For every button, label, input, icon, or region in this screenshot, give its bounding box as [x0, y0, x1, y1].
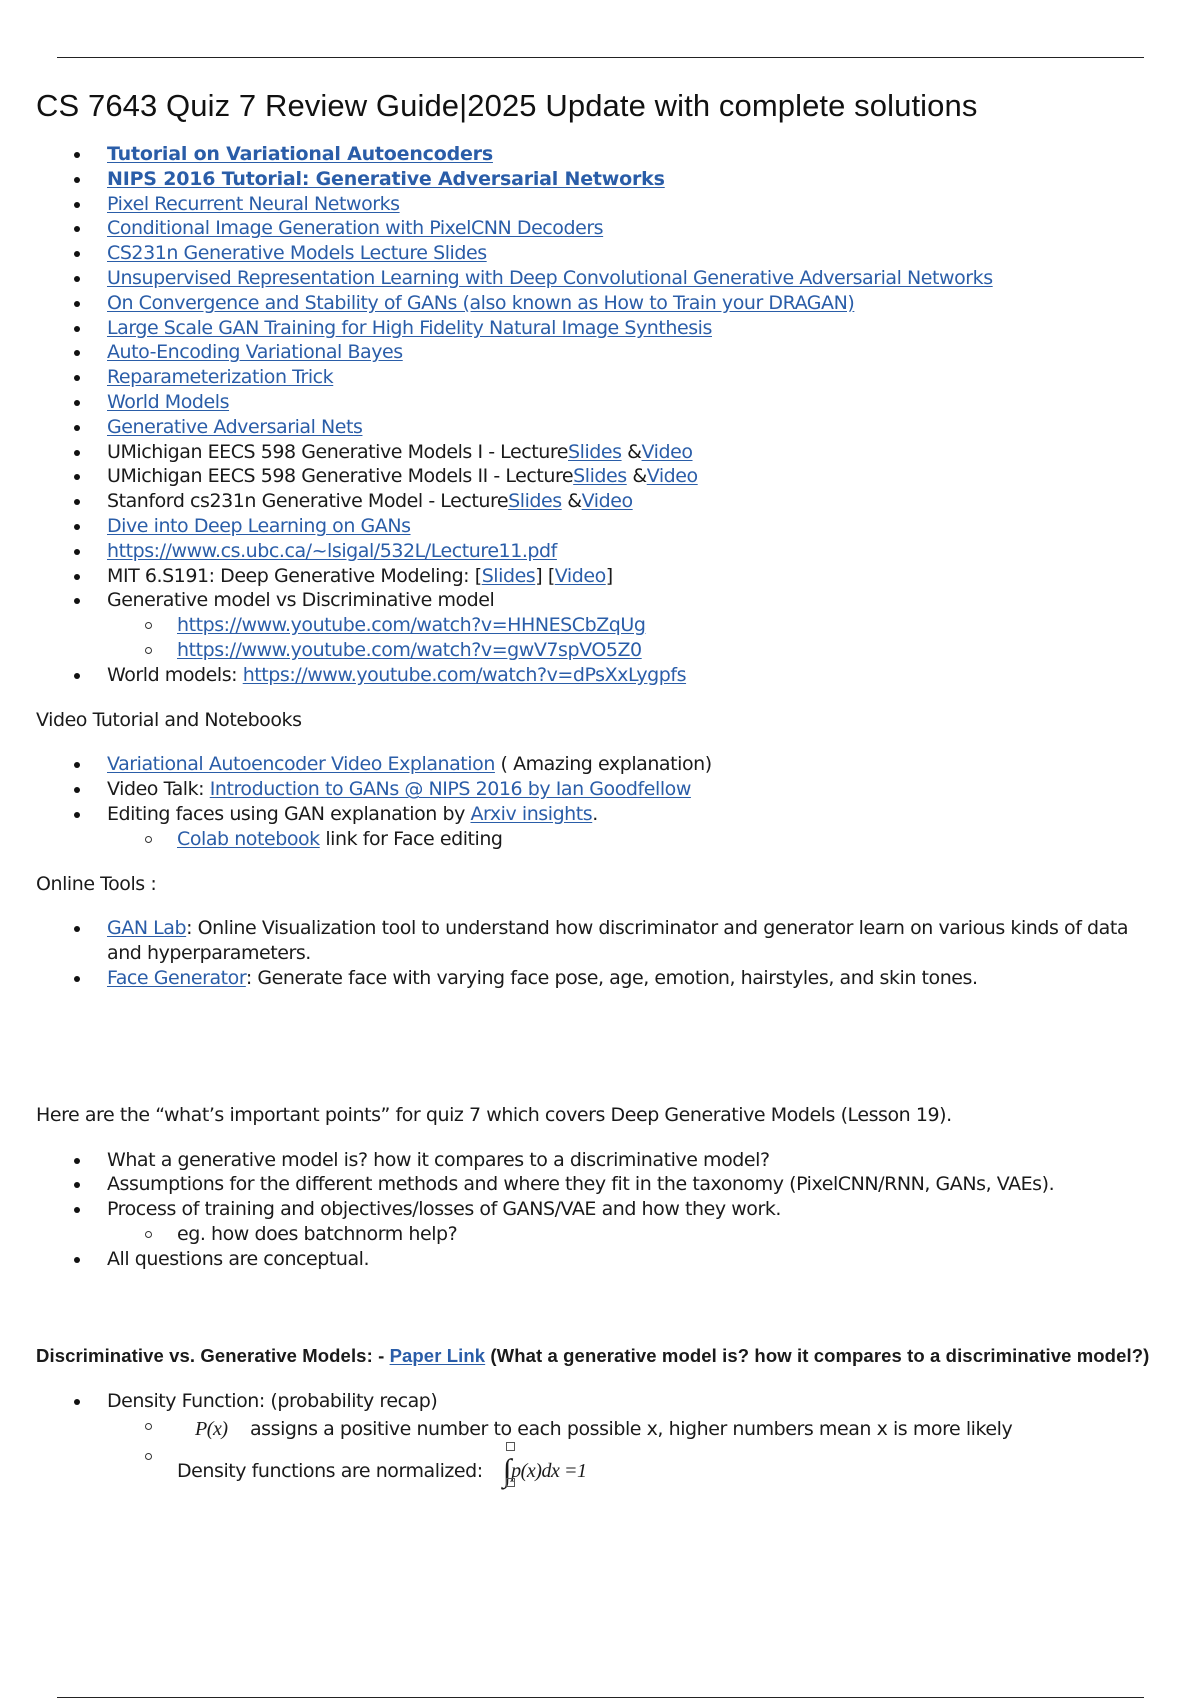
list-item	[36, 1148, 1166, 1173]
sub-list-item	[36, 1222, 1166, 1247]
item-text: Stanford cs231n Generative Model - Lecture	[107, 490, 509, 513]
item-text: : Generate face with varying face pose, age, emotion, hairstyles, and skin tones.	[245, 966, 978, 989]
youtube-link[interactable]: https://www.youtube.com/watch?v=gwV7spVO5Z0	[177, 638, 642, 661]
item-text: What a generative model is? how it compares to a discriminative model?	[107, 1148, 770, 1171]
resource-link[interactable]: Conditional Image Generation with PixelCNN Decoders	[107, 217, 604, 240]
heading-text: (What a generative model is? how it compares to a discriminative model?)	[485, 1345, 1150, 1367]
item-text: All questions are conceptual.	[107, 1247, 370, 1270]
section-heading: Video Tutorial and Notebooks	[36, 708, 302, 731]
resource-link[interactable]: Tutorial on Variational Autoencoders	[107, 143, 493, 165]
ampersand: &	[632, 465, 647, 488]
bottom-rule	[57, 1697, 1144, 1698]
list-item-umich-1	[36, 440, 1166, 465]
list-item	[36, 752, 1166, 777]
face-generator-link[interactable]: Face Generator	[107, 966, 246, 989]
list-item-umich-2	[36, 464, 1166, 489]
video-list	[36, 752, 1166, 851]
list-item	[36, 167, 1166, 192]
item-text: assigns a positive number to each possible x, higher numbers mean x is more likely	[249, 1418, 1013, 1441]
tools-list	[36, 916, 1166, 990]
resource-link[interactable]: Reparameterization Trick	[107, 366, 334, 389]
ubc-link[interactable]: https://www.cs.ubc.ca/~lsigal/532L/Lecture11.pdf	[107, 539, 557, 562]
item-text: Density Function: (probability recap)	[107, 1390, 438, 1413]
sub-list-item	[36, 1444, 1166, 1493]
item-text: ( Amazing explanation)	[500, 753, 712, 776]
page-title: CS 7643 Quiz 7 Review Guide|2025 Update with complete solutions	[36, 88, 978, 123]
limit-box	[506, 1442, 515, 1451]
slides-link[interactable]: Slides	[508, 490, 562, 513]
list-item	[36, 316, 1166, 341]
list-item	[36, 390, 1166, 415]
limit-box	[506, 1478, 515, 1487]
important-intro: Here are the “what’s important points” for quiz 7 which covers Deep Generative Models (Lesson 19).	[36, 1103, 952, 1126]
item-text: Density functions are normalized:	[177, 1460, 483, 1483]
list-item	[36, 1172, 1166, 1197]
list-item	[36, 241, 1166, 266]
vae-video-link[interactable]: Variational Autoencoder Video Explanation	[107, 753, 495, 776]
list-item	[36, 966, 1166, 991]
resource-link[interactable]: Large Scale GAN Training for High Fidelity Natural Image Synthesis	[107, 316, 712, 339]
sub-list-item	[36, 1414, 1166, 1444]
resource-link[interactable]: World Models	[107, 390, 230, 413]
list-item-stanford	[36, 489, 1166, 514]
slides-link[interactable]: Slides	[568, 440, 622, 463]
heading-text: Discriminative vs. Generative Models: -	[36, 1345, 390, 1367]
resource-link[interactable]: Generative Adversarial Nets	[107, 415, 363, 438]
list-item	[36, 266, 1166, 291]
item-text: link for Face editing	[325, 827, 503, 850]
document-page	[36, 88, 1166, 1493]
integral-expression: p(x)dx =1	[511, 1460, 587, 1483]
list-item	[36, 192, 1166, 217]
list-item	[36, 802, 1166, 827]
list-item	[36, 216, 1166, 241]
list-item	[36, 777, 1166, 802]
list-item	[36, 588, 1166, 613]
video-link[interactable]: Video	[554, 564, 606, 587]
item-text: MIT 6.S191: Deep Generative Modeling:	[107, 564, 475, 587]
arxiv-link[interactable]: Arxiv insights	[470, 802, 593, 825]
sub-list-item	[36, 827, 1166, 852]
density-list	[36, 1389, 1166, 1493]
item-text: Process of training and objectives/losses of GANS/VAE and how they work.	[107, 1198, 781, 1221]
item-text: : Online Visualization tool to understand how discriminator and generator learn on various kinds of data and hyperparameters.	[107, 917, 1129, 965]
ampersand: &	[627, 440, 642, 463]
item-text: Generative model vs Discriminative model	[107, 589, 495, 612]
item-text: UMichigan EECS 598 Generative Models I - Lecture	[107, 440, 568, 463]
list-item	[36, 142, 1166, 167]
item-text: Assumptions for the different methods and where they fit in the taxonomy (PixelCNN/RNN, GANs, VAEs).	[107, 1173, 1055, 1196]
list-item	[36, 916, 1166, 966]
list-item	[36, 514, 1166, 539]
bracket: ]	[605, 564, 613, 587]
integral-formula	[503, 1444, 587, 1493]
list-item	[36, 539, 1166, 564]
resource-link[interactable]: Auto-Encoding Variational Bayes	[107, 341, 403, 364]
colab-link[interactable]: Colab notebook	[177, 827, 320, 850]
slides-link[interactable]: Slides	[481, 564, 536, 587]
bracket: ] [	[535, 564, 555, 587]
list-item	[36, 1197, 1166, 1222]
talk-link[interactable]: Introduction to GANs @ NIPS 2016 by Ian Goodfellow	[209, 778, 691, 801]
item-text: .	[592, 802, 598, 825]
list-item	[36, 291, 1166, 316]
item-text: eg. how does batchnorm help?	[177, 1222, 458, 1245]
section-heading-bold	[36, 1343, 1166, 1369]
item-text: Video Talk:	[107, 778, 205, 801]
item-text: UMichigan EECS 598 Generative Models II - Lecture	[107, 465, 574, 488]
item-text: Editing faces using GAN explanation by	[107, 802, 465, 825]
list-item-world-models	[36, 663, 1166, 688]
list-item	[36, 365, 1166, 390]
resource-link[interactable]: Unsupervised Representation Learning with Deep Convolutional Generative Adversarial Networks	[107, 266, 993, 289]
integral-sign: ∫	[502, 1452, 512, 1489]
top-rule	[57, 57, 1144, 58]
youtube-link[interactable]: https://www.youtube.com/watch?v=HHNESCbZqUg	[177, 614, 646, 637]
section-heading: Online Tools :	[36, 872, 157, 895]
paper-link[interactable]: Paper Link	[389, 1345, 486, 1367]
slides-link[interactable]: Slides	[573, 465, 627, 488]
bracket: [	[474, 564, 482, 587]
sub-list-item	[36, 638, 1166, 663]
resource-link[interactable]: CS231n Generative Models Lecture Slides	[107, 242, 487, 265]
list-item-mit	[36, 564, 1166, 589]
ganlab-link[interactable]: GAN Lab	[107, 917, 187, 940]
px-formula: P(x)	[195, 1418, 228, 1441]
list-item	[36, 415, 1166, 440]
video-link[interactable]: Video	[641, 440, 693, 463]
sub-list-item	[36, 613, 1166, 638]
video-link[interactable]: Video	[646, 465, 698, 488]
resource-link[interactable]: On Convergence and Stability of GANs (also known as How to Train your DRAGAN)	[107, 291, 855, 314]
list-item	[36, 1247, 1166, 1272]
resource-link[interactable]: NIPS 2016 Tutorial: Generative Adversarial Networks	[107, 167, 665, 190]
important-list	[36, 1148, 1166, 1272]
ampersand: &	[567, 490, 582, 513]
resource-list	[36, 142, 1166, 688]
resource-link[interactable]: Pixel Recurrent Neural Networks	[107, 192, 400, 215]
youtube-link[interactable]: https://www.youtube.com/watch?v=dPsXxLygpfs	[242, 663, 687, 686]
video-link[interactable]: Video	[581, 490, 633, 513]
list-item	[36, 340, 1166, 365]
d2l-link[interactable]: Dive into Deep Learning on GANs	[107, 514, 411, 537]
list-item	[36, 1389, 1166, 1414]
item-text: World models:	[107, 663, 238, 686]
